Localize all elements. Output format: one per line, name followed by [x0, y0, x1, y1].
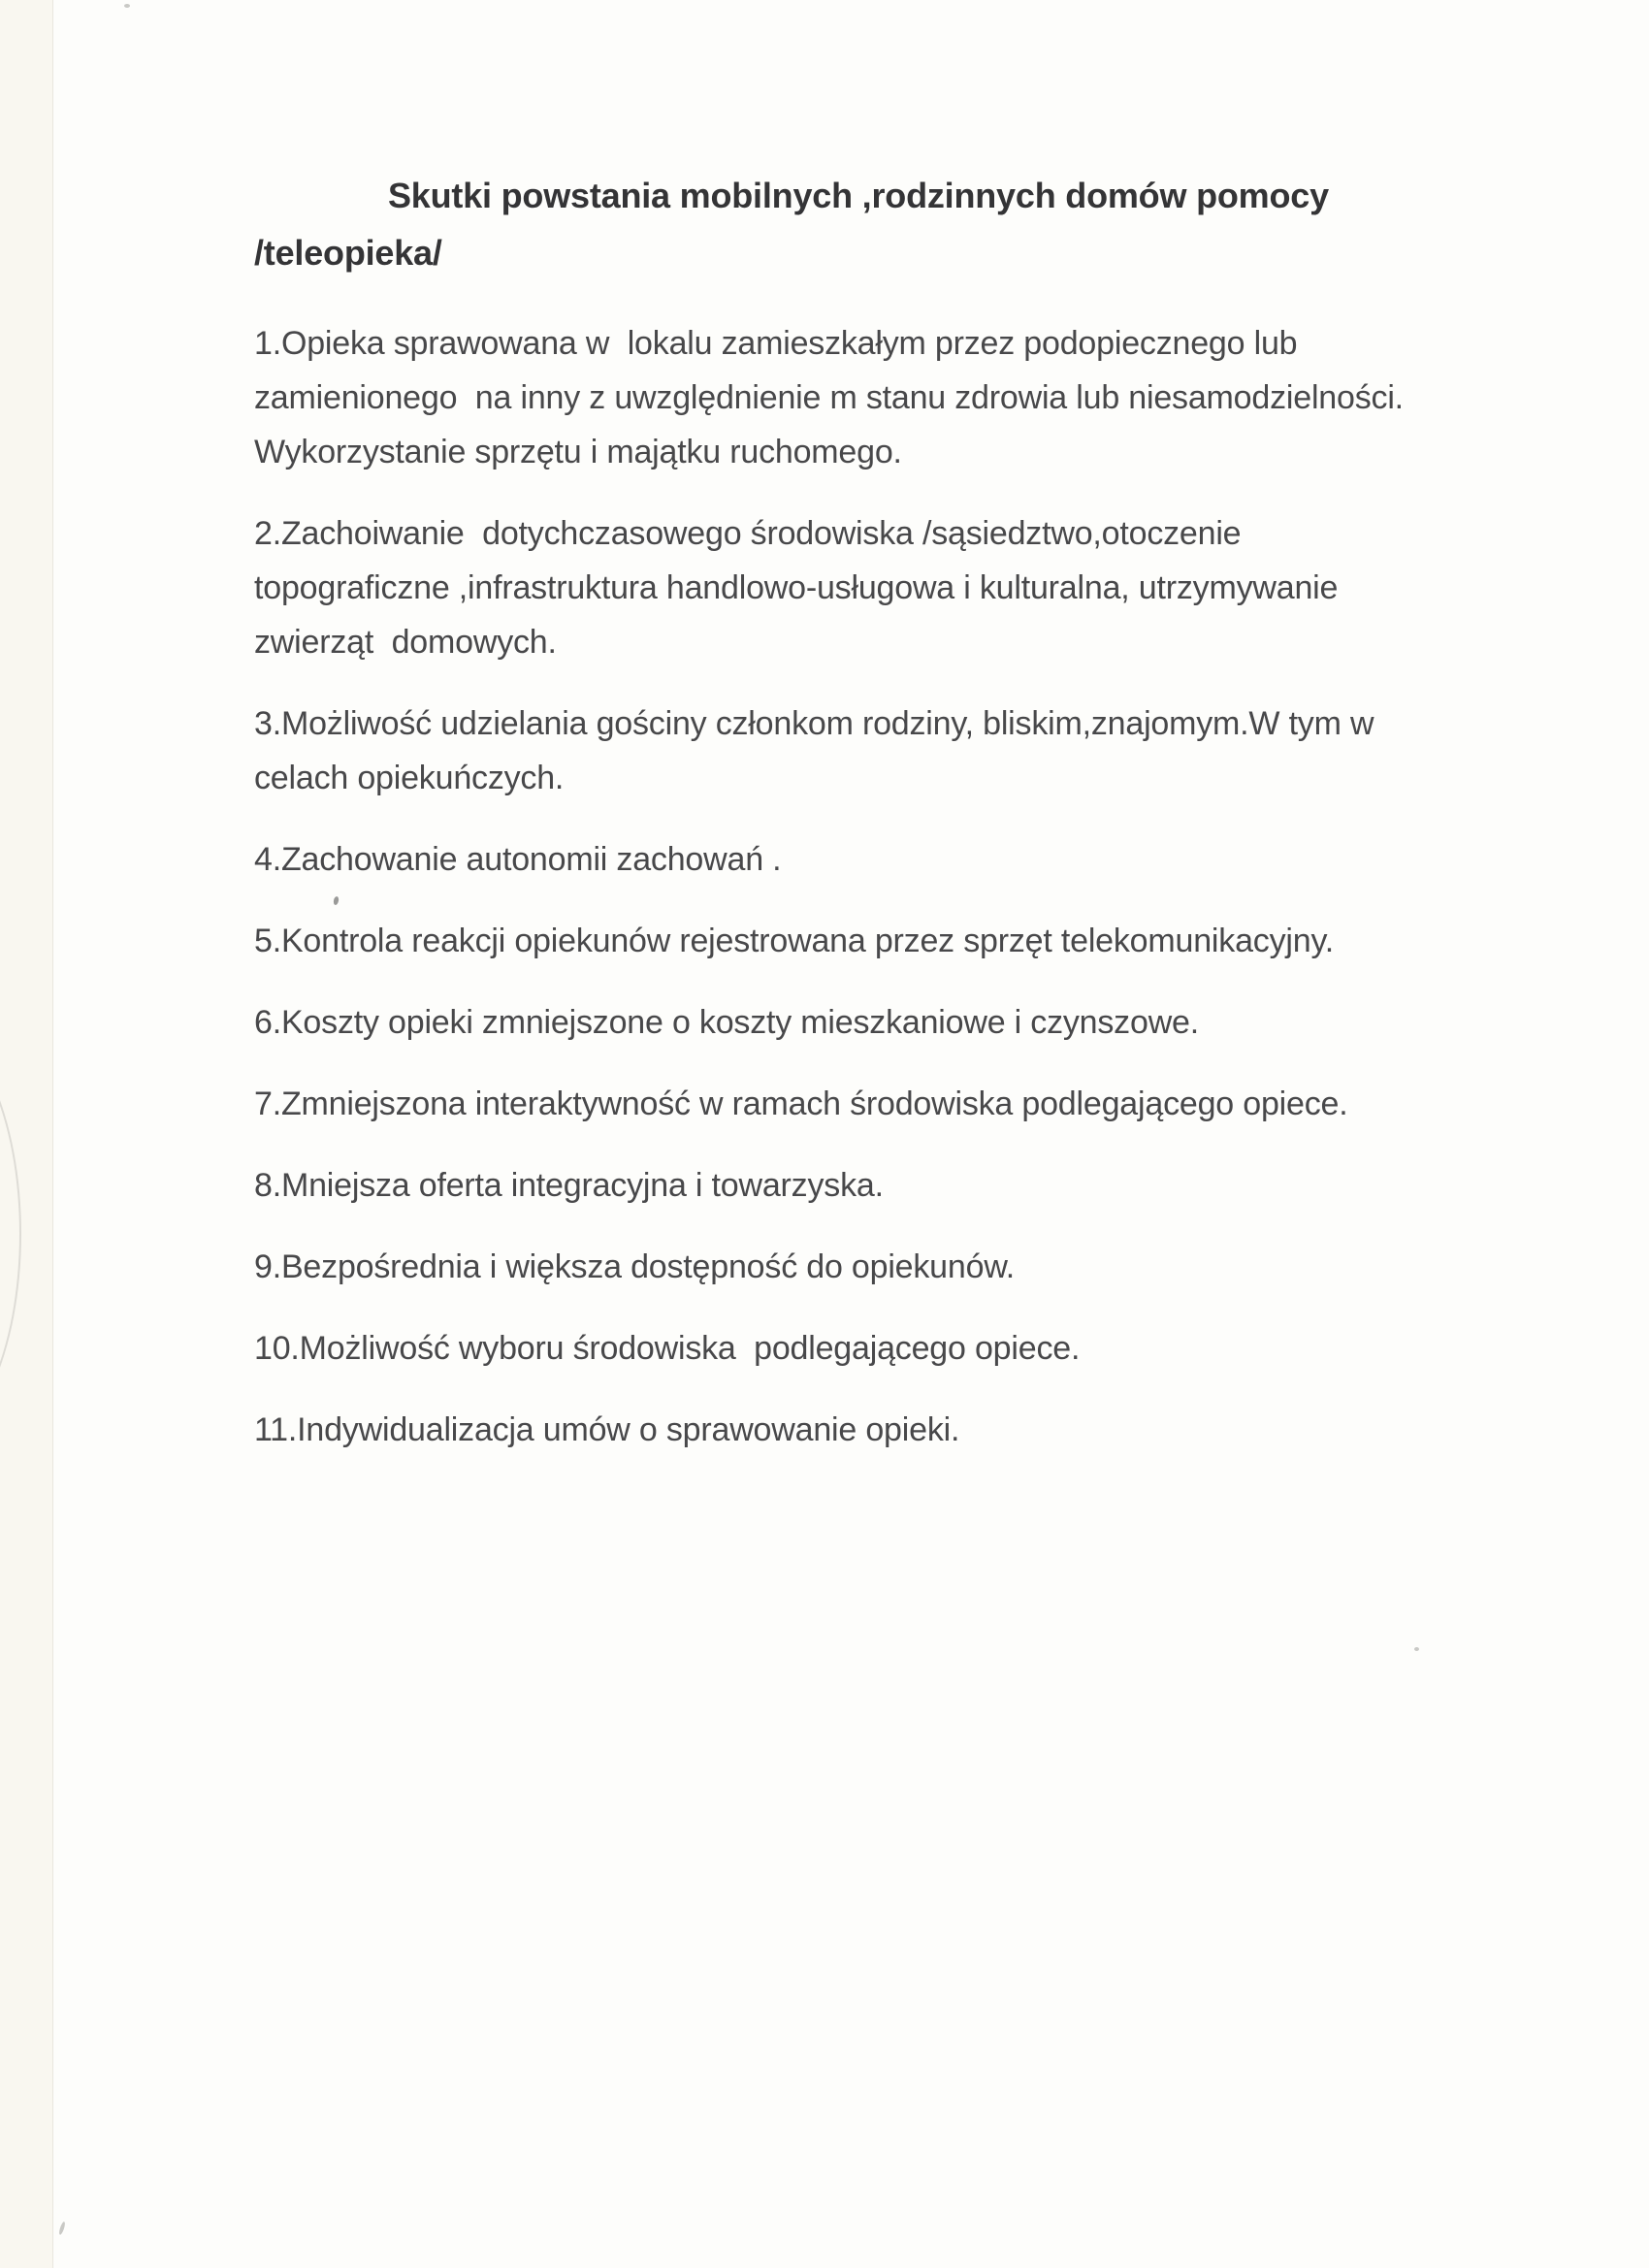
document-title [254, 167, 1496, 281]
list-item-9 [254, 1240, 1496, 1294]
list-item-line: 11.Indywidualizacja umów o sprawowanie opieki. [254, 1411, 960, 1448]
list-item-2 [254, 506, 1496, 669]
list-item-line: 9.Bezpośrednia i większa dostępność do opiekunów. [254, 1248, 1016, 1285]
document-content [254, 167, 1496, 1484]
list-item-line: 3.Możliwość udzielania gościny członkom rodziny, bliskim,znajomym.W tym w [254, 705, 1374, 742]
list-item-7 [254, 1077, 1496, 1131]
list-item-3 [254, 697, 1496, 805]
list-item-1 [254, 316, 1496, 479]
title-line-1: Skutki powstania mobilnych ,rodzinnych domów pomocy [388, 176, 1329, 215]
list-item-5 [254, 914, 1496, 968]
list-item-10 [254, 1321, 1496, 1376]
list-item-11 [254, 1403, 1496, 1457]
scan-speck [1414, 1647, 1419, 1651]
list-item-line: 8.Mniejsza oferta integracyjna i towarzyska. [254, 1167, 884, 1204]
scan-speck [58, 2221, 66, 2236]
list-item-line: 2.Zachoiwanie dotychczasowego środowiska /sąsiedztwo,otoczenie [254, 515, 1242, 552]
list-item-line: 7.Zmniejszona interaktywność w ramach środowiska podlegającego opiece. [254, 1085, 1348, 1122]
list-item-line: 4.Zachowanie autonomii zachowań . [254, 841, 782, 878]
list-item-line: 6.Koszty opieki zmniejszone o koszty mieszkaniowe i czynszowe. [254, 1004, 1199, 1041]
list-item-4 [254, 832, 1496, 887]
list-item-line: 1.Opieka sprawowana w lokalu zamieszkałym przez podopiecznego lub [254, 325, 1298, 362]
scan-speck [124, 4, 130, 8]
list-item-line: 10.Możliwość wyboru środowiska podlegającego opiece. [254, 1330, 1081, 1367]
list-item-line: zwierząt domowych. [254, 624, 557, 661]
list-item-6 [254, 995, 1496, 1050]
list-item-line: 5.Kontrola reakcji opiekunów rejestrowana przez sprzęt telekomunikacyjny. [254, 923, 1334, 959]
list-item-line: Wykorzystanie sprzętu i majątku ruchomego. [254, 434, 902, 470]
list-item-8 [254, 1158, 1496, 1213]
title-line-2: /teleopieka/ [254, 233, 442, 273]
list-item-line: celach opiekuńczych. [254, 760, 565, 796]
list-item-line: topograficzne ,infrastruktura handlowo-usługowa i kulturalna, utrzymywanie [254, 569, 1339, 606]
list-item-line: zamienionego na inny z uwzględnienie m stanu zdrowia lub niesamodzielności. [254, 379, 1404, 416]
